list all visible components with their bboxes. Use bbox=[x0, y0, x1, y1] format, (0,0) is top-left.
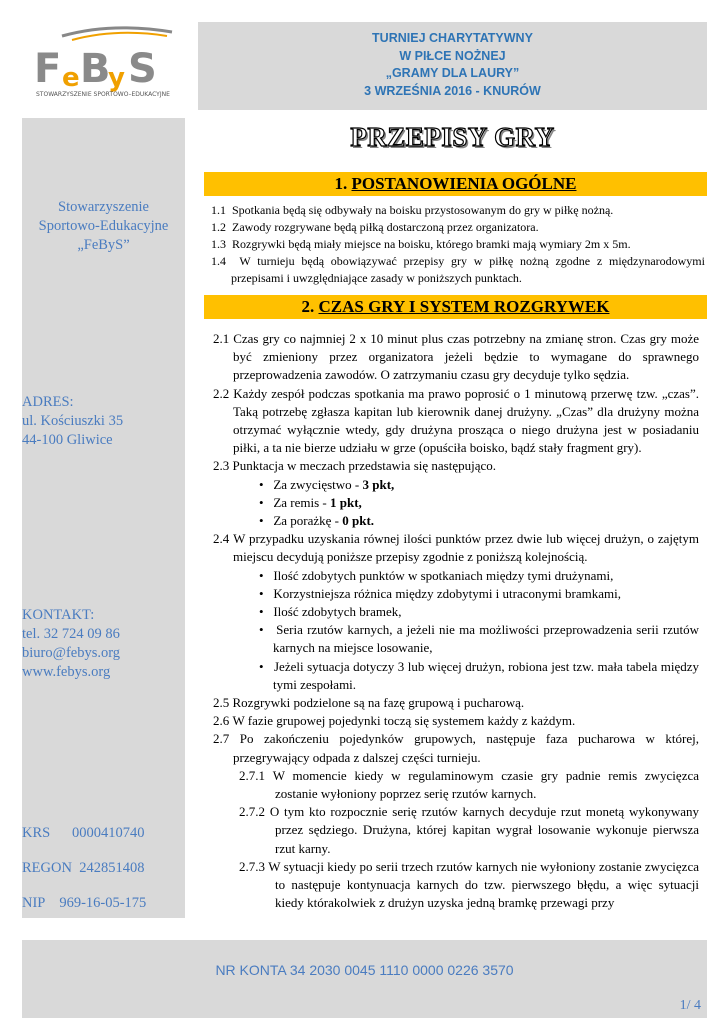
regon-number: REGON 242851408 bbox=[22, 860, 145, 876]
header-line-3: „GRAMY DLA LAURY” bbox=[385, 66, 520, 80]
section-1-list bbox=[211, 202, 705, 287]
list-item: • Za remis - 1 pkt, bbox=[259, 494, 362, 510]
svg-text:S: S bbox=[128, 46, 157, 92]
svg-text:STOWARZYSZENIE SPORTOWO–EDUKAC: STOWARZYSZENIE SPORTOWO–EDUKACYJNE bbox=[36, 91, 170, 98]
section-title: POSTANOWIENIA OGÓLNE bbox=[351, 174, 577, 193]
section-number: 1. bbox=[334, 174, 348, 193]
section-2-heading bbox=[204, 295, 707, 319]
points-list bbox=[213, 476, 699, 531]
bank-account: NR KONTA 34 2030 0045 1110 0000 0226 3570 bbox=[215, 962, 514, 978]
page-title: PRZEPISY GRY bbox=[350, 122, 555, 152]
list-item: 2.7.2 O tym kto rozpocznie serię rzutów karnych decyduje rzut monetą wykonywany przez sędziego. Drużyna, której kapitan wygrał losowanie wykonuje pierwsza rzut karny. bbox=[239, 804, 700, 856]
krs-number: KRS 0000410740 bbox=[22, 825, 145, 841]
list-item: 2.7.3 W sytuacji kiedy po serii trzech rzutów karnych nie wyłoniony zostanie zwycięzca to następuje kontynuacja karnych do tzw. pierwszego błędu, a więc sytuacji kiedy którakolwiek z drużyn uzyska jedną bramkę przewagi przy bbox=[239, 858, 699, 911]
list-item: 2.3 Punktacja w meczach przedstawia się następująco. bbox=[213, 458, 496, 474]
section-2-content bbox=[213, 330, 699, 913]
list-item: 2.6 W fazie grupowej pojedynki toczą się systemem każdy z każdym. bbox=[213, 713, 576, 729]
address-label: ADRES: bbox=[22, 394, 74, 410]
list-item: 2.5 Rozgrywki podzielone są na fazę grupową i pucharową. bbox=[213, 695, 525, 711]
list-item: 1.2 Zawody rozgrywane będą piłką dostarczoną przez organizatora. bbox=[211, 220, 539, 234]
page-number: 1/ 4 bbox=[679, 998, 701, 1013]
address-street: ul. Kościuszki 35 bbox=[22, 413, 124, 429]
address-city: 44-100 Gliwice bbox=[22, 432, 113, 448]
list-item: 2.4 W przypadku uzyskania równej ilości punktów przez dwie lub więcej drużyn, o zajętym miejscu decydują poniższe przepisy zgodnie z poniższą kolejnością. bbox=[213, 531, 699, 565]
list-item: • Ilość zdobytych bramek, bbox=[259, 604, 402, 620]
contact-email[interactable]: biuro@febys.org bbox=[22, 645, 121, 661]
header-line-1: TURNIEJ CHARYTATYWNY bbox=[372, 31, 533, 45]
address-block bbox=[22, 393, 123, 450]
org-line: Sportowo-Edukacyjne bbox=[38, 218, 169, 234]
header-line-4: 3 WRZEŚNIA 2016 - KNURÓW bbox=[364, 83, 541, 98]
svg-text:e: e bbox=[62, 63, 80, 93]
list-item: • Korzystniejsza różnica między zdobytymi i utraconymi bramkami, bbox=[259, 585, 621, 601]
org-line: „FeByS” bbox=[77, 237, 130, 253]
list-item: • Seria rzutów karnych, a jeżeli nie ma możliwości przeprowadzenia serii rzutów karnych na miejsce losowanie, bbox=[259, 622, 699, 656]
list-item: 1.4 W turnieju będą obowiązywać przepisy gry w piłkę nożną zgodne z międzynarodowymi przepisami i uwzględniające zasady w poniższych punktach. bbox=[211, 254, 705, 285]
svg-text:B: B bbox=[80, 46, 111, 92]
contact-block bbox=[22, 606, 120, 682]
list-item: 1.1 Spotkania będą się odbywały na boisku przystosowanym do gry w piłkę nożną. bbox=[211, 203, 614, 217]
contact-website[interactable]: www.febys.org bbox=[22, 664, 111, 680]
list-item: • Jeżeli sytuacja dotyczy 3 lub więcej drużyn, robiona jest tzw. mała tabela między tymi zespołami. bbox=[259, 658, 699, 692]
svg-text:F: F bbox=[34, 46, 62, 92]
list-item: 2.7 Po zakończeniu pojedynków grupowych, następuje faza pucharowa w której, przegrywający odpada z dalszej części turnieju. bbox=[213, 731, 700, 765]
list-item: • Ilość zdobytych punktów w spotkaniach między tymi drużynami, bbox=[259, 567, 614, 583]
footer bbox=[22, 940, 707, 1018]
list-item: 2.2 Każdy zespół podczas spotkania ma prawo poprosić o 1 minutową przerwę tzw. „czas”. Taką potrzebę zgłasza kapitan lub kierownik danej drużyny. „Czas” dla drużyny można otrzymać wyłącznie wtedy, gdy drużyna prosząca o niego drużyna jest w posiadaniu piłki, a ta nie bierze udziału w grze (opuściła boisko, bądź stały fragment gry). bbox=[213, 385, 700, 456]
febys-logo bbox=[22, 22, 182, 102]
section-title: CZAS GRY I SYSTEM ROZGRYWEK bbox=[318, 297, 610, 316]
nip-number: NIP 969-16-05-175 bbox=[22, 895, 147, 911]
org-line: Stowarzyszenie bbox=[58, 199, 149, 215]
registry-block bbox=[22, 824, 146, 929]
svg-text:y: y bbox=[108, 63, 125, 93]
section-number: 2. bbox=[301, 297, 315, 316]
contact-phone: tel. 32 724 09 86 bbox=[22, 626, 120, 642]
org-name bbox=[22, 198, 185, 255]
criteria-list bbox=[213, 567, 699, 694]
header-line-2: W PIŁCE NOŻNEJ bbox=[399, 48, 506, 63]
section-1-heading bbox=[204, 172, 707, 196]
event-header bbox=[198, 22, 707, 110]
list-item: 2.7.1 W momencie kiedy w regulaminowym czasie gry padnie remis zwycięzca zostanie wyłoniony poprzez serię rzutów karnych. bbox=[239, 767, 700, 802]
contact-label: KONTAKT: bbox=[22, 607, 95, 623]
list-item: 1.3 Rozgrywki będą miały miejsce na boisku, którego bramki mają wymiary 2m x 5m. bbox=[211, 237, 631, 251]
list-item: 2.1 Czas gry co najmniej 2 x 10 minut plus czas potrzebny na zmianę stron. Czas gry może być zmieniony przez organizatora jeżeli będzie to wymagane do sprawnego przeprowadzenia zawodów. O zatrzymaniu czasu gry decyduje tylko sędzia. bbox=[213, 331, 700, 383]
sidebar bbox=[22, 118, 185, 918]
list-item: • Za porażkę - 0 pkt. bbox=[259, 513, 375, 529]
list-item: • Za zwycięstwo - 3 pkt, bbox=[259, 476, 395, 492]
